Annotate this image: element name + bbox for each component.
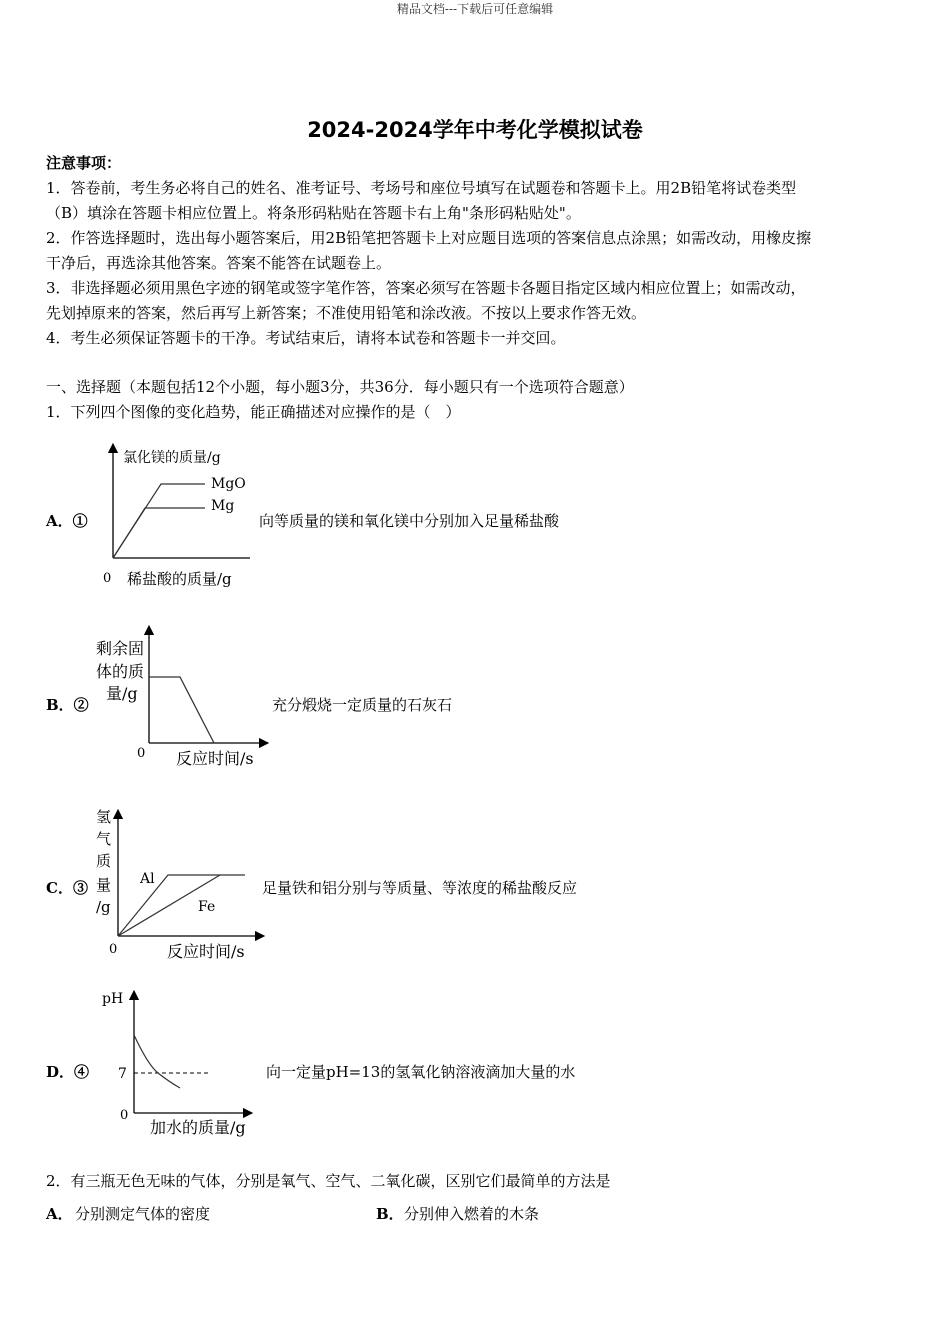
series-line (134, 1035, 180, 1088)
q2-option-a-label: A． (46, 1205, 73, 1223)
y-axis-label: /g (96, 898, 111, 916)
page-header: 精品文档---下载后可任意编辑 (396, 2, 554, 16)
series-line-mg (113, 508, 205, 558)
y-axis-label: 剩余固 (96, 639, 145, 658)
notice-line: 干净后，再选涂其他答案。答案不能答在试题卷上。 (46, 254, 392, 272)
y-axis-label: 量 (96, 876, 112, 894)
y-axis-label: 质 (96, 852, 112, 870)
y-axis-label: 氯化镁的质量/g (123, 450, 221, 466)
series-label-fe: Fe (198, 899, 216, 915)
y-tick-label: 7 (118, 1066, 127, 1082)
page-title: 2024-2024学年中考化学模拟试卷 (307, 118, 643, 142)
notice-line: 1．答卷前，考生务必将自己的姓名、准考证号、考场号和座位号填写在试题卷和答题卡上。用2B铅笔将试卷类型 (46, 179, 797, 197)
q2-option-b-label: B． (376, 1205, 404, 1223)
series-line-al (118, 875, 245, 936)
notice-line: 3．非选择题必须用黑色字迹的钢笔或签字笔作答，答案必须写在答题卡各题目指定区域内相应位置上；如需改动， (46, 279, 806, 297)
y-axis-label: pH (102, 991, 124, 1007)
series-label-al: Al (140, 871, 155, 887)
x-axis-label: 稀盐酸的质量/g (127, 570, 232, 588)
series-line (149, 677, 214, 743)
option-a-text: 向等质量的镁和氧化镁中分别加入足量稀盐酸 (259, 512, 560, 530)
section-heading: 一、选择题（本题包括12个小题，每小题3分，共36分．每小题只有一个选项符合题意） (46, 378, 634, 396)
notice-line: 4．考生必须保证答题卡的干净。考试结束后，请将本试卷和答题卡一并交回。 (46, 329, 566, 347)
chart-c (90, 802, 265, 967)
y-axis-label: 气 (96, 830, 112, 848)
notice-line: （B）填涂在答题卡相应位置上。将条形码粘贴在答题卡右上角"条形码粘贴处"。 (46, 204, 581, 222)
chart-a (95, 440, 255, 590)
option-c-text: 足量铁和铝分别与等质量、等浓度的稀盐酸反应 (262, 879, 578, 897)
y-axis-label: 氢 (96, 808, 112, 826)
origin-label: 0 (120, 1108, 129, 1123)
option-d-label: D．④ (46, 1063, 90, 1081)
origin-label: 0 (109, 942, 118, 957)
y-axis-label: 体的质 (96, 662, 145, 681)
option-c-label: C．③ (46, 879, 88, 897)
option-b-text: 充分煅烧一定质量的石灰石 (272, 696, 453, 714)
option-a-label: A．① (46, 512, 88, 530)
x-axis-label: 加水的质量/g (150, 1118, 246, 1137)
chart-d (98, 985, 268, 1140)
series-label-mgo: MgO (211, 476, 246, 492)
question-2-stem: 2．有三瓶无色无味的气体，分别是氧气、空气、二氧化碳，区别它们最简单的方法是 (46, 1172, 611, 1190)
x-axis-label: 反应时间/s (167, 942, 245, 961)
question-1-stem: 1．下列四个图像的变化趋势，能正确描述对应操作的是（ ） (46, 403, 461, 421)
origin-label: 0 (103, 571, 112, 586)
chart-b (92, 622, 272, 772)
notice-heading: 注意事项： (46, 154, 122, 172)
option-d-text: 向一定量pH=13的氢氧化钠溶液滴加大量的水 (266, 1063, 576, 1081)
series-label-mg: Mg (211, 498, 235, 514)
q2-option-a-text: 分别测定气体的密度 (75, 1205, 211, 1223)
y-axis-label: 量/g (106, 684, 138, 703)
option-b-label: B．② (46, 696, 89, 714)
origin-label: 0 (137, 746, 146, 761)
notice-line: 先划掉原来的答案，然后再写上新答案；不准使用铅笔和涂改液。不按以上要求作答无效。 (46, 304, 647, 322)
series-line-mgo (113, 484, 205, 558)
x-axis-label: 反应时间/s (176, 749, 254, 768)
notice-line: 2．作答选择题时，选出每小题答案后，用2B铅笔把答题卡上对应题目选项的答案信息点涂黑；如需改动，用橡皮擦 (46, 229, 812, 247)
q2-option-b-text: 分别伸入燃着的木条 (404, 1205, 540, 1223)
